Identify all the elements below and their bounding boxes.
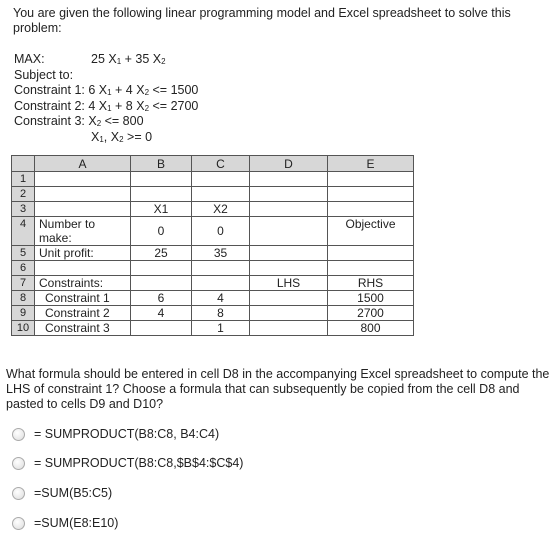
radio-button[interactable]: [12, 428, 25, 441]
cell-b4: 0: [131, 217, 192, 246]
cell-a3: [35, 202, 131, 217]
answer-option-4[interactable]: [12, 514, 118, 532]
sheet-row: [12, 217, 414, 246]
sheet-row: [12, 202, 414, 217]
cell-d3: [250, 202, 328, 217]
sheet-row: [12, 276, 414, 291]
cell-a10: Constraint 3: [35, 321, 131, 336]
cell-e10: 800: [328, 321, 414, 336]
cell-e9: 2700: [328, 306, 414, 321]
spreadsheet: [11, 155, 414, 336]
cell-a9: Constraint 2: [35, 306, 131, 321]
intro-text: You are given the following linear programming model and Excel spreadsheet to solve this problem:: [13, 6, 511, 35]
sheet-row: [12, 261, 414, 276]
sheet-row: [12, 246, 414, 261]
objective-function: 25 $X_1 + 35$ $X_2$: [91, 52, 166, 66]
cell-e8: 1500: [328, 291, 414, 306]
answer-option-2[interactable]: [12, 454, 243, 472]
cell-e7: RHS: [328, 276, 414, 291]
cell-d10: [250, 321, 328, 336]
cell-a7: Constraints:: [35, 276, 131, 291]
radio-button[interactable]: [12, 517, 25, 530]
column-header-a: A: [35, 156, 131, 172]
cell-d6: [250, 261, 328, 276]
cell-d9: [250, 306, 328, 321]
cell-b3: X1: [131, 202, 192, 217]
cell-a4: Number to make:: [35, 217, 131, 246]
answer-option-label: = SUMPRODUCT(B8:C8,$B$4:$C$4): [34, 456, 244, 470]
column-header-c: C: [192, 156, 250, 172]
cell-c9: 8: [192, 306, 250, 321]
cell-e1: [328, 172, 414, 187]
row-number: 1: [12, 172, 35, 187]
cell-c6: [192, 261, 250, 276]
row-number: 2: [12, 187, 35, 202]
row-number: 8: [12, 291, 35, 306]
cell-b2: [131, 187, 192, 202]
row-number: 9: [12, 306, 35, 321]
sheet-row: [12, 187, 414, 202]
column-header-row: [12, 156, 414, 172]
column-header-e: E: [328, 156, 414, 172]
cell-a6: [35, 261, 131, 276]
radio-button[interactable]: [12, 457, 25, 470]
cell-a8: Constraint 1: [35, 291, 131, 306]
max-label: MAX:: [14, 52, 45, 66]
cell-c8: 4: [192, 291, 250, 306]
cell-c7: [192, 276, 250, 291]
cell-d2: [250, 187, 328, 202]
answer-option-1[interactable]: [12, 425, 219, 443]
sheet-row: [12, 172, 414, 187]
cell-c2: [192, 187, 250, 202]
row-number: 5: [12, 246, 35, 261]
cell-a5: Unit profit:: [35, 246, 131, 261]
cell-d4: [250, 217, 328, 246]
question-text: What formula should be entered in cell D8 in the accompanying Excel spreadsheet to compute the LHS of constraint 1? Choose a formula that can subsequently be copied from the cell D8 and pasted to cells D9 and D10?: [6, 367, 550, 411]
column-header-d: D: [250, 156, 328, 172]
cell-e5: [328, 246, 414, 261]
row-number: 7: [12, 276, 35, 291]
answer-option-3[interactable]: [12, 484, 112, 502]
cell-a2: [35, 187, 131, 202]
corner-cell: [12, 156, 35, 172]
cell-b1: [131, 172, 192, 187]
cell-e3: [328, 202, 414, 217]
cell-c10: 1: [192, 321, 250, 336]
answer-option-label: =SUM(E8:E10): [34, 516, 119, 530]
cell-b6: [131, 261, 192, 276]
sheet-row: [12, 291, 414, 306]
radio-button[interactable]: [12, 487, 25, 500]
row-number: 3: [12, 202, 35, 217]
cell-b10: [131, 321, 192, 336]
row-number: 6: [12, 261, 35, 276]
cell-d8: [250, 291, 328, 306]
column-header-b: B: [131, 156, 192, 172]
cell-c5: 35: [192, 246, 250, 261]
cell-b7: [131, 276, 192, 291]
cell-c4: 0: [192, 217, 250, 246]
answer-option-label: = SUMPRODUCT(B8:C8, B4:C4): [34, 427, 220, 441]
sheet-row: [12, 321, 414, 336]
cell-b8: 6: [131, 291, 192, 306]
cell-b5: 25: [131, 246, 192, 261]
row-number: 4: [12, 217, 35, 246]
sheet-row: [12, 306, 414, 321]
cell-a1: [35, 172, 131, 187]
cell-e4: Objective: [328, 217, 414, 246]
row-number: 10: [12, 321, 35, 336]
cell-d1: [250, 172, 328, 187]
cell-c1: [192, 172, 250, 187]
cell-c3: X2: [192, 202, 250, 217]
cell-d7: LHS: [250, 276, 328, 291]
cell-b9: 4: [131, 306, 192, 321]
cell-e6: [328, 261, 414, 276]
cell-d5: [250, 246, 328, 261]
cell-e2: [328, 187, 414, 202]
answer-option-label: =SUM(B5:C5): [34, 486, 113, 500]
